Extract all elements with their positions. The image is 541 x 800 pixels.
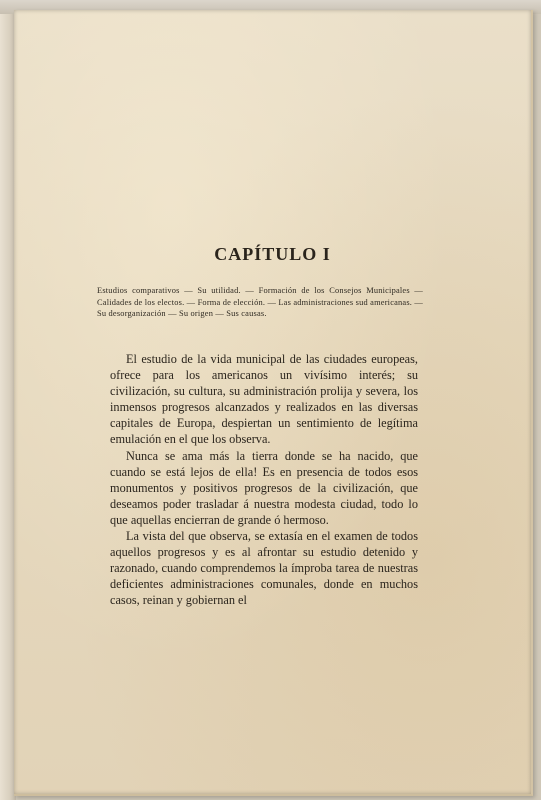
book-page [14,10,533,796]
chapter-summary: Estudios comparativos — Su utilidad. — Formación de los Consejos Municipales — Calidades de los electos. — Forma de elección. — Las administraciones sud americanas. — Su desorganización — Su origen — Sus causas. [97,286,423,318]
chapter-body [110,351,418,609]
chapter-title: CAPÍTULO I [214,244,331,264]
paragraph-1: El estudio de la vida municipal de las ciudades europeas, ofrece para los americanos un vivísimo interés; su civilización, su cultura, su administración prolija y severa, los inmensos progresos alcanzados y realizados en las diversas capitales de Europa, despiertan un sentimiento de legítima emulación en el que los observa. [110,352,418,447]
paragraph-3: La vista del que observa, se extasía en el examen de todos aquellos progresos y es al afrontar su estudio detenido y razonado, cuando comprendemos la ímproba tarea de nuestras deficientes administraciones comunales, donde en muchos casos, reinan y gobiernan el [110,529,418,608]
paragraph-2: Nunca se ama más la tierra donde se ha nacido, que cuando se está lejos de ella! Es en presencia de todos esos monumentos y positivos progresos de la civilización, que deseamos poder trasladar á nuestra modesta ciudad, todo lo que aquellas encierran de grande ó hermoso. [110,448,418,527]
